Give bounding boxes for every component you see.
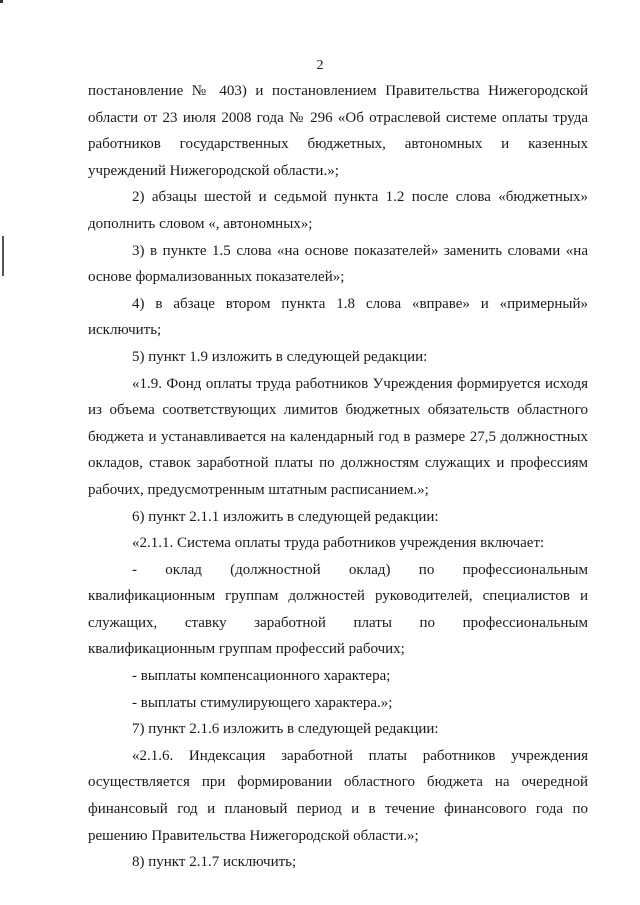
page-number: 2: [316, 58, 324, 73]
paragraph-item-8: 8) пункт 2.1.7 исключить;: [132, 854, 297, 871]
paragraph-item-3: 3) в пункте 1.5 слова «на основе показателей» заменить словами «на основе формализованных показателей»;: [88, 242, 588, 286]
paragraph-continuation: постановление № 403) и постановлением Правительства Нижегородской области от 23 июля 2008 года № 296 «Об отраслевой системе оплаты труда работников государственных бюджетных, автономных и казенных учреждений Нижегородской области.»;: [88, 83, 588, 179]
paragraph-item-5: 5) пункт 1.9 изложить в следующей редакции:: [132, 348, 428, 365]
scan-corner-mark: [0, 0, 3, 3]
paragraph-item-7: 7) пункт 2.1.6 изложить в следующей редакции:: [132, 721, 439, 738]
list-item-salary: - оклад (должностной оклад) по профессиональным квалификационным группам должностей руководителей, специалистов и служащих, ставку заработной платы по профессиональным квалификационным группам профессий рабочих;: [88, 561, 588, 658]
scan-edge-mark: [2, 236, 4, 276]
paragraph-item-4: 4) в абзаце втором пункта 1.8 слова «вправе» и «примерный» исключить;: [88, 295, 588, 339]
list-item-incentive: - выплаты стимулирующего характера.»;: [132, 694, 393, 711]
paragraph-item-2: 2) абзацы шестой и седьмой пункта 1.2 после слова «бюджетных» дополнить словом «, автономных»;: [88, 189, 588, 232]
paragraph-quote-1-9: «1.9. Фонд оплаты труда работников Учреждения формируется исходя из объема соответствующих лимитов бюджетных обязательств областного бюджета и устанавливается на календарный год в размере 27,5 должностных окладов, ставок заработной платы по должностям служащих и профессиям рабочих, предусмотренным штатным расписанием.»;: [88, 375, 588, 498]
paragraph-quote-2-1-6: «2.1.6. Индексация заработной платы работников учреждения осуществляется при формировании областного бюджета на очередной финансовый год и плановый период и в течение финансового года по решению Правительства Нижегородской области.»;: [88, 747, 588, 844]
paragraph-quote-2-1-1: «2.1.1. Система оплаты труда работников учреждения включает:: [132, 535, 545, 552]
list-item-compensation: - выплаты компенсационного характера;: [132, 668, 391, 685]
document-body: [88, 78, 588, 876]
paragraph-item-6: 6) пункт 2.1.1 изложить в следующей редакции:: [132, 508, 439, 525]
